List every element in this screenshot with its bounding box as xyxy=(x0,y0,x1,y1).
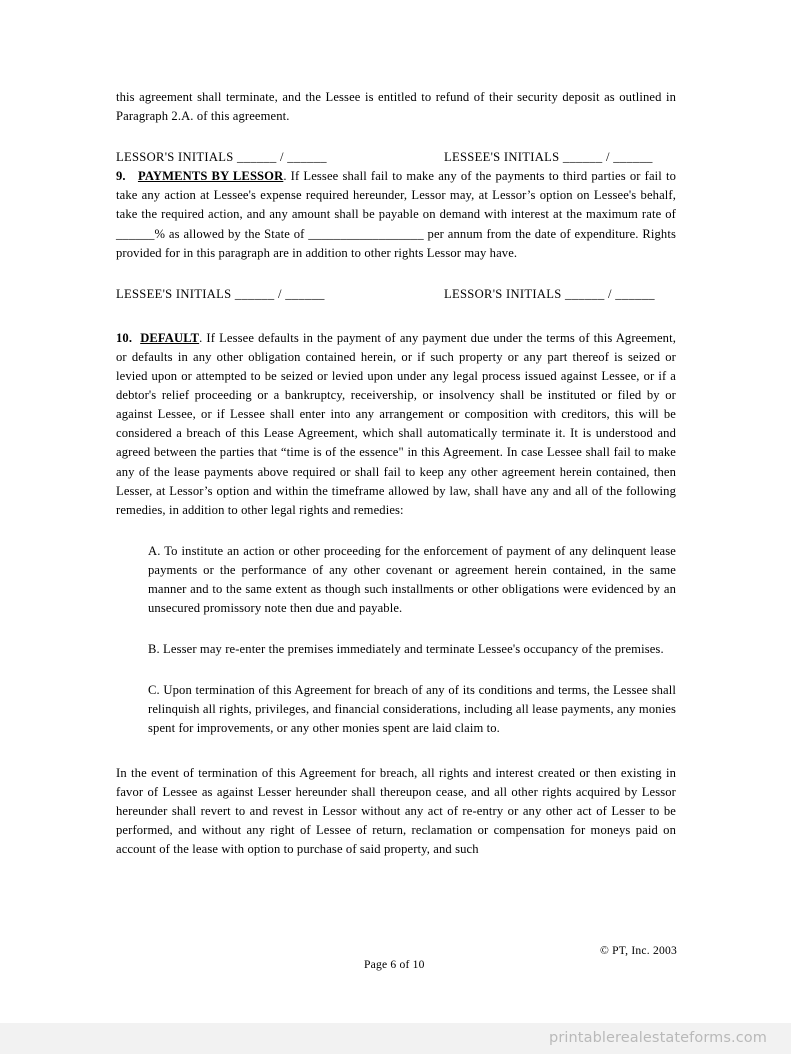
section-9-number: 9. xyxy=(116,169,126,184)
section-9-body: . If Lessee shall fail to make any of the payments to third parties or fail to take any action at Lessee's expense required hereunder, Lessor may, at Lessor’s option on Lessee's behalf, take the required action, and any amount shall be payable on demand with interest at the maximum rate of ______% as allowed by the State of __________________ per annum from the date of expenditure. Rights provided for in this paragraph are in addition to other rights Lessor may have. xyxy=(116,169,677,260)
footer-copyright: © PT, Inc. 2003 xyxy=(600,944,677,957)
spacer xyxy=(116,618,676,640)
watermark-bar xyxy=(0,1023,791,1054)
watermark-site-label: printablerealestateforms.com xyxy=(549,1030,767,1046)
initials-blank-lessor-2[interactable]: ______ / ______ xyxy=(565,286,655,301)
section-10-number: 10. xyxy=(116,330,133,345)
paragraph-section-9 xyxy=(116,167,676,262)
initials-blank-lessor[interactable]: ______ / ______ xyxy=(237,150,327,165)
document-content xyxy=(116,88,676,859)
section-10-heading: DEFAULT xyxy=(140,330,200,345)
remedy-item-a: A. To institute an action or other proceeding for the enforcement of payment of any delinquent lease payments or the performance of any other covenant or agreement herein contained, in the same manner and to the same extent as though such installments or other obligations were evidenced by an unsecured promissory note then due and payable. xyxy=(148,543,676,616)
initials-row-2 xyxy=(116,285,676,304)
initials-label-lessee: LESSEE'S INITIALS xyxy=(444,150,560,165)
initials-label-lessor: LESSOR'S INITIALS xyxy=(116,150,234,165)
initials-blank-lessee-2[interactable]: ______ / ______ xyxy=(234,286,325,301)
initials-blank-lessee[interactable]: ______ / ______ xyxy=(562,150,653,165)
spacer xyxy=(116,739,676,764)
spacer xyxy=(116,263,676,285)
paragraph-intro-continued: this agreement shall terminate, and the Lessee is entitled to refund of their security deposit as outlined in Paragraph 2.A. of this agreement. xyxy=(116,90,676,124)
paragraph-section-10 xyxy=(116,329,676,520)
section-9-heading: PAYMENTS BY LESSOR xyxy=(137,169,284,184)
spacer xyxy=(116,520,676,542)
spacer xyxy=(116,126,676,148)
initials-label-lessee-2: LESSEE'S INITIALS xyxy=(116,286,232,301)
spacer xyxy=(116,304,676,329)
spacer xyxy=(116,659,676,681)
initials-row-1 xyxy=(116,148,676,167)
paragraph-termination-effect: In the event of termination of this Agreement for breach, all rights and interest created or then existing in favor of Lessee as against Lesser hereunder shall thereupon cease, and all other rights acquired by Lessor hereunder shall revert to and revest in Lessor without any act of re-entry or any other act of Lesser to be performed, and without any right of Lessee of return, reclamation or compensation for moneys paid on account of the lease with option to purchase of said property, and such xyxy=(116,765,676,856)
section-10-body: . If Lessee defaults in the payment of any payment due under the terms of this Agreement, or defaults in any other obligation contained herein, or if such property or any part thereof is seized or levied upon or attempted to be seized or levied upon under any legal process issued against Lessee, or if a debtor's relief proceeding or a bankruptcy, receivership, or insolvency shall be instituted or filed by or against Lessee, or if Lessee shall enter into any arrangement or composition with creditors, this will be considered a breach of this Lease Agreement, which shall automatically terminate it. It is understood and agreed between the parties that “time is of the essence" in this Agreement. In case Lessee shall fail to make any of the lease payments above required or shall fail to keep any other agreement herein contained, then Lesser, at Lessor’s option and within the timeframe allowed by law, shall have any and all of the following remedies, in addition to other legal rights and remedies: xyxy=(116,330,676,517)
remedy-item-c: C. Upon termination of this Agreement for breach of any of its conditions and terms, the Lessee shall relinquish all rights, privileges, and financial considerations, including all lease payments, any monies spent for improvements, or any other monies spent are laid claim to. xyxy=(148,683,676,736)
initials-right-block-1 xyxy=(444,148,653,167)
initials-label-lessor-2: LESSOR'S INITIALS xyxy=(444,286,562,301)
footer-page-number: Page 6 of 10 xyxy=(364,958,425,971)
initials-right-block-2 xyxy=(444,285,655,304)
remedy-item-b: B. Lesser may re-enter the premises immediately and terminate Lessee's occupancy of the premises. xyxy=(148,642,664,657)
